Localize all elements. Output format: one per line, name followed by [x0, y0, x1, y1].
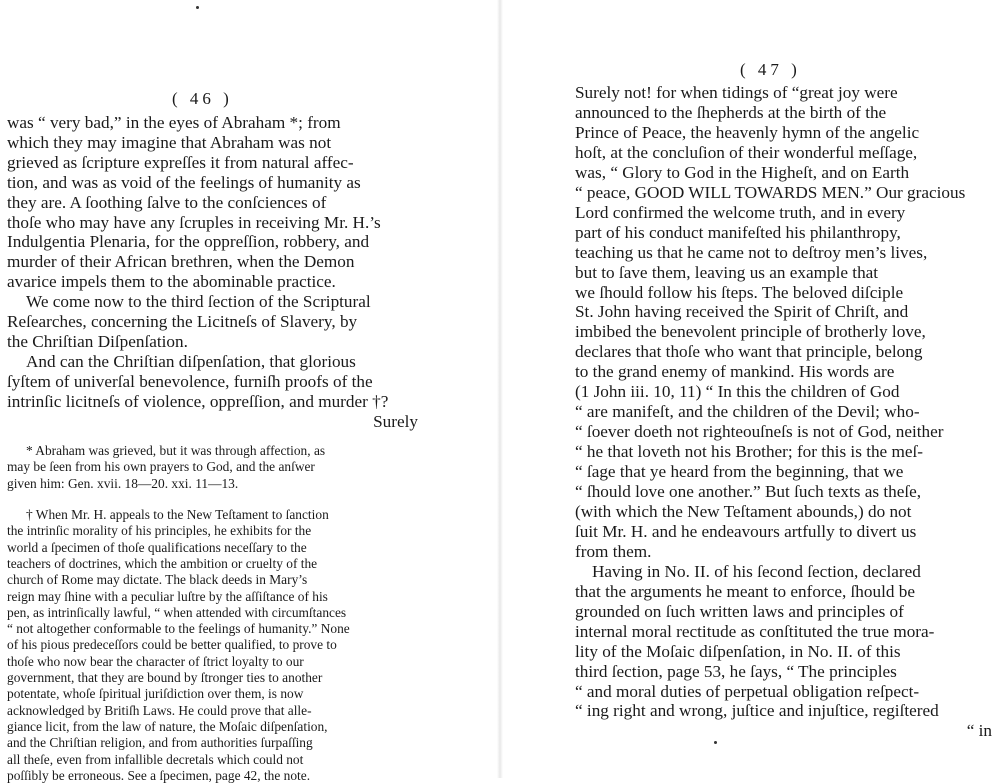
text-line: they are. A ſoothing ſalve to the conſciences of [7, 192, 327, 212]
text-line: (with which the New Teſtament abounds,) do not [575, 501, 912, 521]
text-line: was “ very bad,” in the eyes of Abraham *; from [7, 113, 341, 132]
text-line: internal moral rectitude as conſtituted the true mora- [575, 621, 935, 641]
footnote-line: church of Rome may dictate. The black deeds in Mary’s [7, 572, 308, 588]
footnote-line: the intrinſic morality of his principles, he exhibits for the [7, 523, 312, 539]
text-line: which they may imagine that Abraham was not [7, 132, 332, 152]
footnote-line: given him: Gen. xvii. 18—20. xxi. 11—13. [7, 475, 239, 491]
text-line: imbibed the benevolent principle of brotherly love, [575, 322, 926, 342]
text-line: “ he that loveth not his Brother; for this is the meſ- [575, 442, 923, 462]
text-line: “ ing right and wrong, juſtice and injuſtice, regiſtered [575, 701, 939, 721]
footnote-line: may be ſeen from his own prayers to God, and the anſwer [7, 459, 315, 475]
text-line: we ſhould follow his ſteps. The beloved diſciple [575, 282, 904, 302]
text-line: grounded on ſuch written laws and principles of [575, 601, 904, 621]
text-line: part of his conduct manifeſted his philanthropy, [575, 222, 901, 242]
text-line: “ peace, GOOD WILL TOWARDS MEN.” Our gracious [575, 182, 966, 202]
footnote-line: pen, as intrinſically lawful, “ when attended with circumſtances [7, 604, 347, 620]
footnote-line: reign may ſhine with a peculiar luſtre by the aſſiſtance of his [7, 588, 328, 604]
print-speck [196, 6, 199, 9]
text-line: to the grand enemy of mankind. His words are [575, 362, 895, 382]
text-line: ſuit Mr. H. and he endeavours artfully to divert us [575, 521, 917, 541]
text-line: lity of the Moſaic diſpenſation, in No. II. of this [575, 641, 901, 661]
footnote-line: teachers of doctrines, which the ambition or cruelty of the [7, 555, 318, 571]
text-line: (1 John iii. 10, 11) “ In this the children of God [575, 382, 900, 402]
print-speck [714, 741, 717, 744]
footnote-line: acknowledged by Britiſh Laws. He could prove that alle- [7, 702, 312, 718]
text-line: We come now to the third ſection of the Scriptural [26, 292, 371, 312]
footnote-line: “ not altogether conformable to the feelings of humanity.” None [7, 621, 350, 637]
text-line: murder of their African brethren, when the Demon [7, 252, 355, 272]
text-line: grieved as ſcripture expreſſes it from natural affec- [7, 152, 354, 172]
text-line: Prince of Peace, the heavenly hymn of the angelic [575, 122, 920, 142]
text-line: the Chriſtian Diſpenſation. [7, 331, 188, 351]
page-number: ( 47 ) [740, 60, 801, 79]
text-line: third ſection, page 53, he ſays, “ The principles [575, 661, 897, 681]
text-line: tion, and was as void of the feelings of humanity as [7, 172, 361, 192]
text-line: teaching us that he came not to deſtroy men’s lives, [575, 242, 928, 262]
footnote-line: all theſe, even from infallible decretals which could not [7, 751, 304, 767]
text-line: Surely not! for when tidings of “great joy were [575, 83, 898, 102]
footnote-line: * Abraham was grieved, but it was through affection, as [26, 443, 326, 458]
footnote-line: poſſibly be erroneous. See a ſpecimen, page 42, the note. [7, 767, 311, 783]
text-line: “ ſoever doeth not righteouſneſs is not of God, neither [575, 422, 944, 442]
text-line: “ ſage that ye heard from the beginning, that we [575, 462, 904, 482]
text-line: hoſt, at the concluſion of their wonderful meſſage, [575, 142, 918, 162]
footnote-line: † When Mr. H. appeals to the New Teſtament to ſanction [26, 507, 329, 522]
text-line: avarice impels them to the abominable practice. [7, 272, 336, 292]
text-line: thoſe who may have any ſcruples in receiving Mr. H.’s [7, 212, 381, 232]
footnote-line: and the Chriſtian religion, and from authorities ſurpaſſing [7, 735, 313, 751]
page-number: ( 46 ) [172, 89, 233, 108]
text-line: announced to the ſhepherds at the birth of the [575, 102, 887, 122]
footnote-line: government, that they are bound by ſtronger ties to another [7, 670, 323, 685]
text-line: St. John having received the Spirit of Chriſt, and [575, 302, 909, 322]
text-line: ſyſtem of univerſal benevolence, furniſh proofs of the [7, 371, 373, 391]
text-line: intrinſic licitneſs of violence, oppreſſion, and murder †? [7, 391, 389, 411]
text-line: Lord confirmed the welcome truth, and in every [575, 202, 906, 222]
text-line: from them. [575, 541, 652, 561]
footnote-line: thoſe who now bear the character of ſtrict loyalty to our [7, 653, 304, 669]
text-line: declares that thoſe who want that principle, belong [575, 342, 923, 362]
text-line: And can the Chriſtian diſpenſation, that glorious [26, 351, 356, 371]
text-line: Reſearches, concerning the Licitneſs of Slavery, by [7, 312, 358, 331]
text-line: “ are manifeſt, and the children of the Devil; who- [575, 402, 920, 422]
text-line: “ and moral duties of perpetual obligation reſpect- [575, 681, 920, 701]
text-line: “ ſhould love one another.” But ſuch texts as theſe, [575, 482, 922, 501]
text-line: that the arguments he meant to enforce, ſhould be [575, 581, 915, 601]
footnote-line: giance licit, from the law of nature, the Moſaic diſpenſation, [7, 718, 328, 734]
text-line: “ in [966, 721, 992, 741]
text-line: was, “ Glory to God in the Higheſt, and on Earth [575, 162, 910, 182]
text-line: Having in No. II. of his ſecond ſection, declared [592, 561, 921, 581]
text-line: but to ſave them, leaving us an example that [575, 262, 879, 282]
footnote-line: world a ſpecimen of thoſe qualifications neceſſary to the [7, 539, 307, 555]
footnote-line: potentate, whoſe ſpiritual juriſdiction over them, is now [7, 686, 304, 702]
text-line: Surely [373, 411, 418, 431]
footnote-line: of his pious predeceſſors could be better qualified, to prove to [7, 637, 337, 653]
book-gutter [497, 0, 503, 778]
text-line: Indulgentia Plenaria, for the oppreſſion, robbery, and [7, 232, 370, 252]
